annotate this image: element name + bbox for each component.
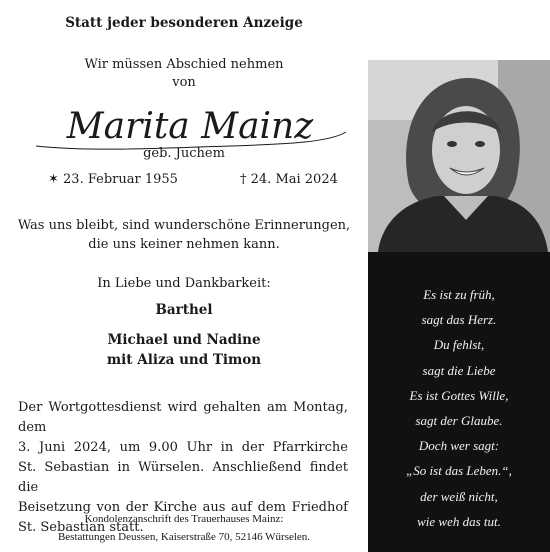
header-notice: Statt jeder besonderen Anzeige bbox=[65, 15, 303, 31]
condolence-address bbox=[0, 510, 368, 546]
service-line: St. Sebastian statt. bbox=[18, 520, 144, 535]
poem-line: Es ist Gottes Wille, bbox=[409, 387, 509, 403]
intro-line: von bbox=[172, 75, 196, 90]
intro-line: Wir müssen Abschied nehmen bbox=[84, 57, 284, 72]
birth-date: ✶ 23. Februar 1955 bbox=[48, 172, 178, 187]
poem-line: Es ist zu früh, bbox=[423, 287, 495, 302]
poem-line: sagt der Glaube. bbox=[415, 412, 503, 428]
poem-line: sagt die Liebe bbox=[422, 362, 496, 378]
poem-line: sagt das Herz. bbox=[421, 312, 497, 328]
poem bbox=[368, 282, 550, 534]
maiden-name: geb. Juchem bbox=[143, 146, 225, 161]
portrait-photo bbox=[368, 60, 550, 252]
service-line: Der Wortgottesdienst wird gehalten am Montag, dem bbox=[18, 400, 348, 435]
intro-text bbox=[0, 56, 368, 92]
condolence-line: Kondolenzanschrift des Trauerhauses Mainz: bbox=[84, 513, 284, 525]
portrait-image bbox=[368, 60, 550, 252]
mourner-name: Michael und Nadine bbox=[107, 332, 261, 348]
service-line: St. Sebastian in Würselen. Anschließend findet die bbox=[18, 460, 348, 495]
death-date: † 24. Mai 2024 bbox=[240, 172, 338, 187]
mourners-intro: In Liebe und Dankbarkeit: bbox=[97, 276, 271, 291]
deceased-name-text: Marita Mainz bbox=[66, 106, 314, 147]
service-line: 3. Juni 2024, um 9.00 Uhr in der Pfarrkirche bbox=[18, 440, 348, 455]
poem-line: der weiß nicht, bbox=[420, 488, 498, 504]
poem-line: „So ist das Leben.“, bbox=[406, 463, 512, 479]
quote-line: Was uns bleibt, sind wunderschöne Erinnerungen, bbox=[17, 218, 351, 233]
condolence-line: Bestattungen Deussen, Kaiserstraße 70, 52146 Würselen. bbox=[57, 531, 311, 543]
mourner-name: mit Aliza und Timon bbox=[106, 352, 262, 368]
poem-panel bbox=[368, 252, 550, 552]
poem-line: Doch wer sagt: bbox=[418, 438, 500, 454]
poem-line: Du fehlst, bbox=[433, 337, 485, 353]
memorial-quote bbox=[0, 216, 368, 254]
mourner-name: Barthel bbox=[155, 302, 213, 318]
mourner-names bbox=[0, 330, 368, 370]
poem-line: wie weh das tut. bbox=[417, 513, 501, 529]
service-line: Beisetzung von der Kirche aus auf dem Friedhof bbox=[18, 500, 348, 515]
quote-line: die uns keiner nehmen kann. bbox=[88, 237, 280, 252]
